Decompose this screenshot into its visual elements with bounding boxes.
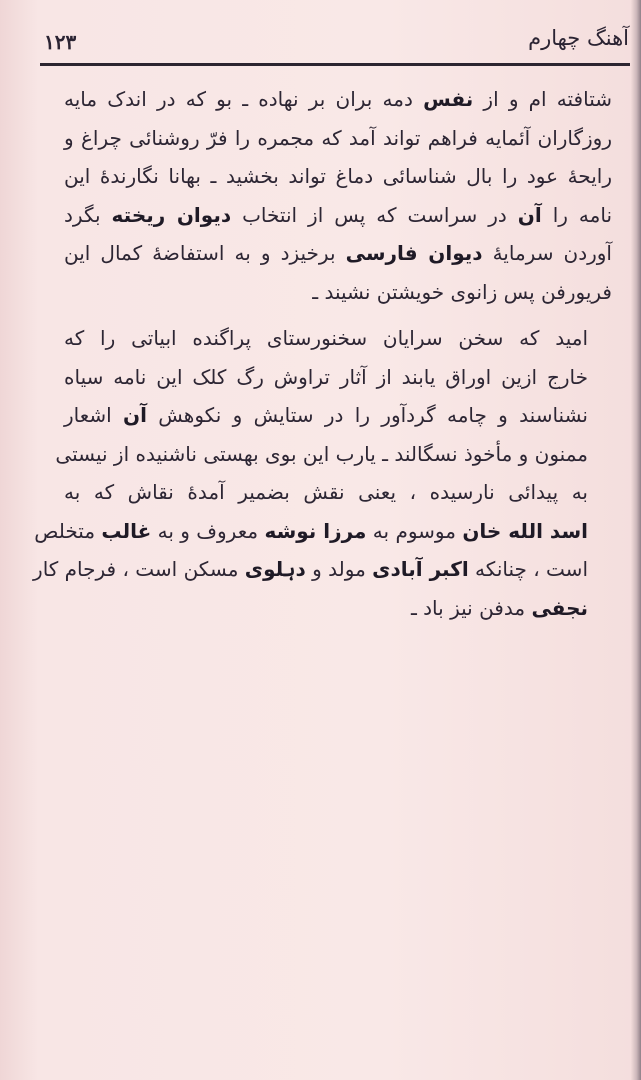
text-run: آوردن سرمایهٔ	[482, 241, 612, 265]
text-run: فریورفن پس زانوی خویشتن نشیند ـ	[312, 279, 612, 304]
text-line	[64, 473, 612, 512]
paragraph	[33, 319, 612, 627]
bold-phrase: آن	[517, 202, 542, 227]
bold-phrase: آن	[123, 403, 147, 427]
text-run: نشناسند و چامه گردآور را در ستایش و نکوهش	[146, 403, 588, 427]
page-number: ۱۲۳	[44, 30, 77, 54]
running-head: آهنگ چهارم	[528, 26, 629, 50]
bold-phrase: دہلوی	[244, 557, 306, 581]
bold-phrase: اسد الله خان	[462, 518, 588, 543]
text-run: بگرد	[64, 202, 112, 227]
text-run: نامه را	[541, 202, 613, 227]
text-line	[64, 80, 612, 119]
text-run: امید که سخن سرایان سخنورستای پراگنده ابیاتی را که	[64, 326, 588, 350]
text-line	[55, 435, 612, 474]
text-line	[64, 319, 612, 358]
text-run: مسکن است ، فرجام کار	[33, 557, 245, 581]
text-run: موسوم به	[366, 518, 463, 543]
text-run: است ، چنانکه	[468, 557, 588, 581]
text-run: ممنون و مأخوذ نسگالند ـ یارب این بوی بهستی ناشنیده از نیستی	[55, 441, 588, 466]
text-run: مولد و	[305, 557, 373, 581]
page-header	[44, 22, 629, 66]
text-line	[64, 119, 612, 158]
bold-phrase: نجفی	[531, 595, 588, 620]
text-line	[33, 550, 612, 589]
text-line	[64, 157, 612, 196]
bold-phrase: دیوان فارسی	[345, 241, 483, 265]
bold-phrase: غالب	[101, 518, 152, 543]
text-line	[64, 273, 612, 312]
bold-phrase: مرزا نوشه	[264, 518, 367, 543]
text-run: به پیدائی نارسیده ، یعنی نقش بضمیر آمدهٔ نقاش که به	[64, 480, 588, 504]
bold-phrase: دیوان ریخته	[111, 202, 232, 227]
page-edge-shadow	[631, 0, 641, 1080]
header-rule	[40, 63, 630, 66]
text-line	[64, 396, 612, 435]
text-run: خارج ازین اوراق یابند از آثار تراوش رگ کلک این نامه سیاه	[64, 364, 588, 389]
bold-phrase: نفس	[423, 87, 474, 111]
bold-phrase: اکبر آبادی	[372, 557, 469, 581]
text-run: برخیزد و به استفاضهٔ کمال این	[64, 241, 346, 265]
text-run: متخلص	[34, 518, 102, 543]
text-line	[64, 589, 612, 628]
text-line	[64, 234, 612, 273]
bleed-through-shadow	[60, 740, 620, 1040]
text-run: معروف و به	[151, 518, 265, 543]
text-run: اشعار	[64, 403, 124, 427]
text-line	[34, 512, 612, 551]
text-run: مدفن نیز باد ـ	[410, 595, 532, 620]
text-run: در سراست که پس از انتخاب	[231, 202, 518, 227]
text-run: رایحهٔ عود را بال شناسائی دماغ تواند بخشید ـ بهانا نگارندهٔ این	[64, 164, 612, 188]
paragraph	[64, 80, 612, 311]
text-run: دمه بران بر نهاده ـ بو که در اندک مایه	[64, 87, 424, 111]
text-run: شتافته ام و از	[473, 87, 612, 111]
text-line	[64, 196, 612, 235]
text-run: روزگاران آئمایه فراهم تواند آمد که مجمره را فرّ روشنائی چراغ و	[64, 125, 612, 150]
body-text	[33, 80, 613, 627]
text-line	[64, 358, 612, 397]
